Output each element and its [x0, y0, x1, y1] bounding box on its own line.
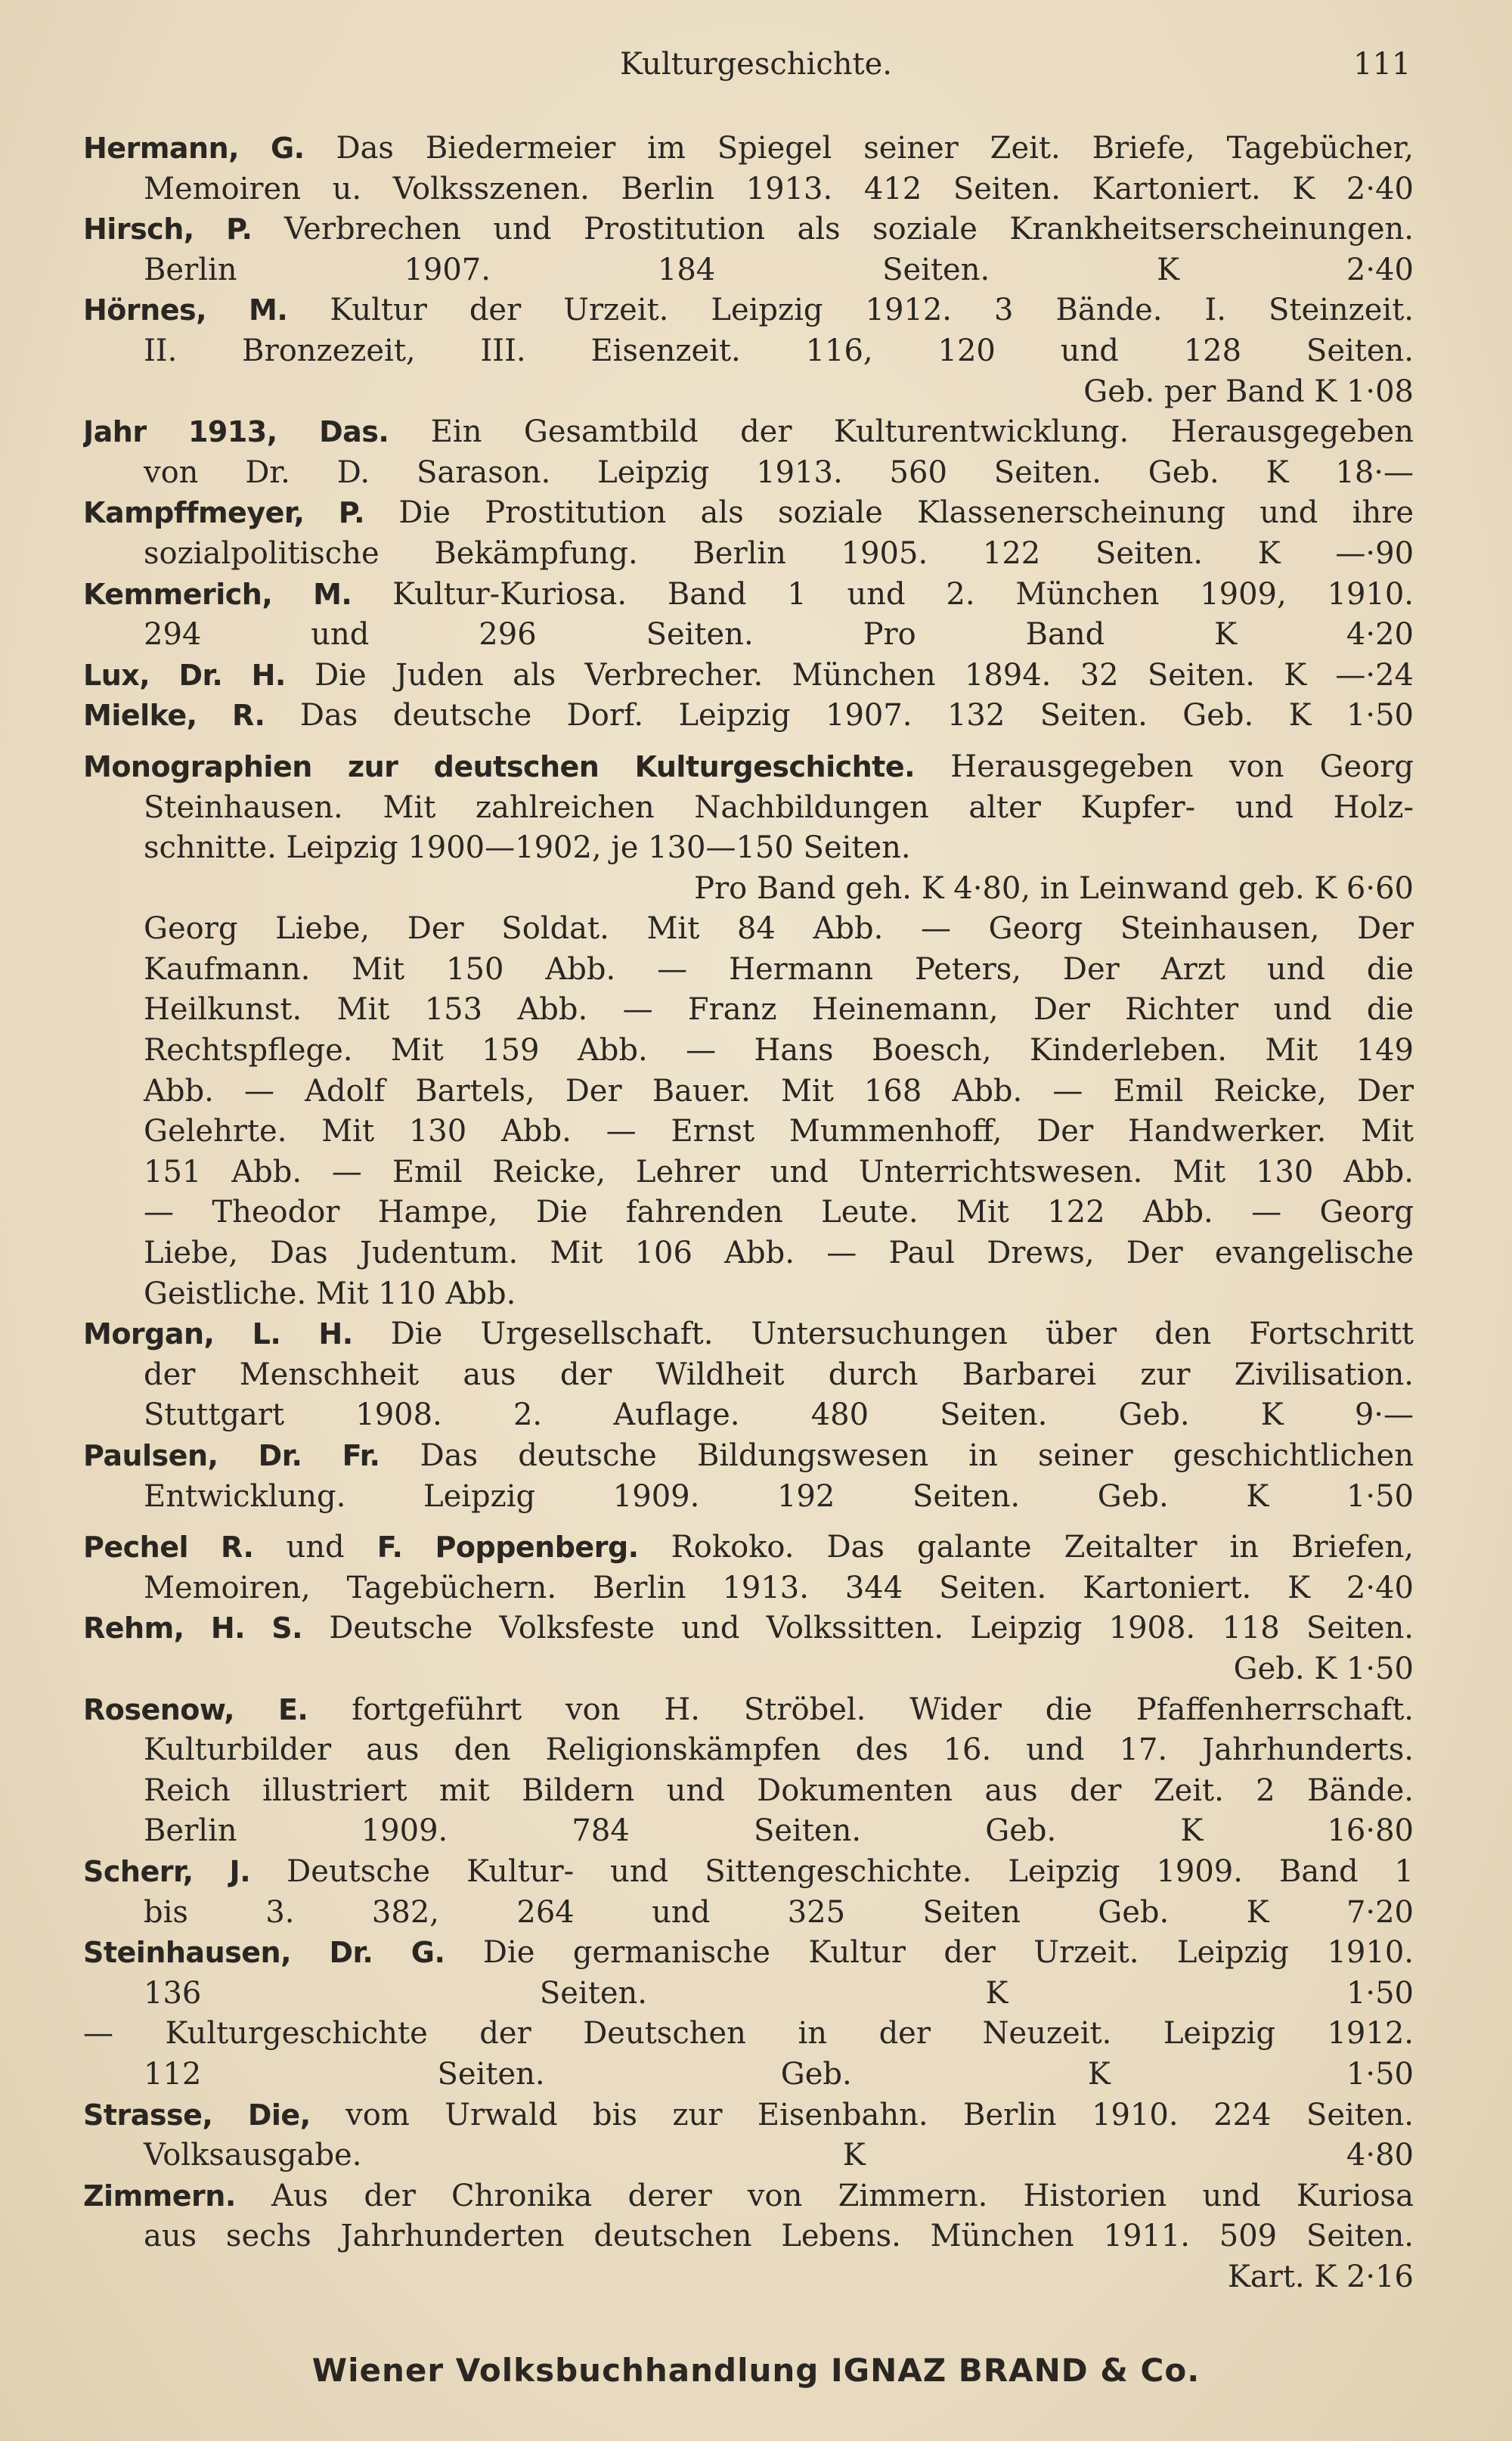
entry-price: Geb. per Band K 1·08	[1083, 374, 1414, 409]
entry-author: Lux, Dr. H.	[83, 658, 286, 692]
entry-kemmerich	[83, 575, 1414, 656]
entry-price: K 2·40	[1157, 252, 1414, 287]
entry-text: von Dr. D. Sarason. Leipzig 1913. 560 Seiten.	[144, 454, 1101, 490]
entry-author: Steinhausen, Dr. G.	[83, 1936, 445, 1970]
entry-pechel-poppenberg	[83, 1528, 1414, 1608]
entry-line: Memoiren, Tagebüchern. Berlin 1913. 344 Seiten. Kartoniert. K 2·40	[144, 1570, 1414, 1605]
entry-text: Entwicklung. Leipzig 1909. 192 Seiten.	[144, 1478, 1021, 1514]
running-head	[0, 47, 1512, 92]
bibliography-list	[83, 129, 1414, 2297]
entry-line	[83, 1314, 1414, 1355]
entry-rosenow	[83, 1690, 1414, 1852]
entry-text: und	[286, 1530, 345, 1565]
entry-morgan	[83, 1314, 1414, 1436]
entry-author: Mielke, R.	[83, 699, 265, 733]
entry-price: Pro Band K 4·20	[863, 617, 1414, 653]
entry-line	[83, 2176, 1414, 2217]
entry-price: K 1·50	[985, 1975, 1414, 2011]
entry-zimmern	[83, 2176, 1414, 2298]
entry-author: Monographien zur deutschen Kulturgeschichte.	[83, 749, 916, 783]
entry-line	[83, 129, 1414, 169]
entry-text: Herausgegeben von Georg	[950, 749, 1414, 784]
entry-text: Rokoko. Das galante Zeitalter in Briefen,	[671, 1530, 1414, 1565]
entry-line	[83, 2055, 1414, 2095]
entry-line: schnitte. Leipzig 1900—1902, je 130—150 Seiten.	[144, 830, 911, 866]
volume-line: Gelehrte. Mit 130 Abb. — Ernst Mummenhoff, Der Handwerker. Mit	[144, 1114, 1414, 1149]
entry-line	[83, 1395, 1414, 1436]
entry-text: Die Juden als Verbrecher. München 1894. 32 Seiten. K —·24	[314, 657, 1414, 693]
volume-line: Heilkunst. Mit 153 Abb. — Franz Heinemann, Der Richter und die	[144, 992, 1414, 1028]
entry-text: Volksausgabe.	[144, 2138, 362, 2173]
entry-text: Aus der Chronika derer von Zimmern. Historien und Kuriosa	[271, 2178, 1414, 2213]
entry-line	[83, 1893, 1414, 1934]
entry-text: Deutsche Kultur- und Sittengeschichte. Leipzig 1909. Band 1	[287, 1853, 1414, 1889]
entry-author: Rosenow, E.	[83, 1692, 308, 1726]
entry-author: Pechel R.	[83, 1531, 254, 1565]
entry-line: aus sechs Jahrhunderten deutschen Lebens. München 1911. 509 Seiten.	[144, 2219, 1414, 2254]
entry-monographien	[83, 747, 1414, 1314]
entry-line	[83, 1690, 1414, 1731]
entry-author: Hörnes, M.	[83, 293, 288, 327]
entry-scherr	[83, 1852, 1414, 1933]
entry-text: Das deutsche Dorf. Leipzig 1907. 132 Seiten.	[299, 698, 1148, 734]
entry-price: Geb. K 1·50	[780, 2056, 1414, 2092]
entry-line	[83, 696, 1414, 737]
entry-line	[83, 1974, 1414, 2015]
entry-text: Die Urgesellschaft. Untersuchungen über den Fortschritt	[390, 1317, 1414, 1352]
entry-author: Kampffmeyer, P.	[83, 496, 365, 530]
entry-price: Geb. K 1·50	[1182, 698, 1414, 734]
entry-line: — Kulturgeschichte der Deutschen in der Neuzeit. Leipzig 1912.	[83, 2016, 1414, 2052]
entry-text: Berlin 1907. 184 Seiten.	[144, 252, 990, 287]
entry-rehm	[83, 1608, 1414, 1689]
entry-price: Geb. K 1·50	[1233, 1651, 1414, 1686]
entry-line	[83, 1436, 1414, 1477]
entry-price: K 4·80	[842, 2138, 1414, 2173]
entry-text: vom Urwald bis zur Eisenbahn. Berlin 1910. 224 Seiten.	[345, 2097, 1414, 2132]
entry-text: Berlin 1909. 784 Seiten.	[144, 1813, 862, 1849]
entry-price: Geb. K 9·—	[1118, 1397, 1414, 1433]
entry-line	[83, 1477, 1414, 1518]
volume-line: Liebe, Das Judentum. Mit 106 Abb. — Paul Drews, Der evangelische	[144, 1236, 1414, 1271]
entry-line	[83, 290, 1414, 331]
volume-line: Kaufmann. Mit 150 Abb. — Hermann Peters, Der Arzt und die	[144, 951, 1414, 987]
entry-lux	[83, 656, 1414, 696]
entry-author: Strasse, Die,	[83, 2098, 311, 2132]
entry-line	[83, 747, 1414, 788]
entry-line	[83, 1811, 1414, 1852]
entry-price: Pro Band geh. K 4·80, in Leinwand geb. K 6·60	[694, 870, 1414, 906]
entry-price: Kart. K 2·16	[1227, 2259, 1414, 2294]
volume-line: Georg Liebe, Der Soldat. Mit 84 Abb. — Georg Steinhausen, Der	[144, 911, 1414, 947]
entry-text: sozialpolitische Bekämpfung. Berlin 1905. 122 Seiten.	[144, 535, 1204, 571]
entry-author: Kemmerich, M.	[83, 577, 352, 611]
entry-line	[83, 412, 1414, 453]
entry-text: Verbrechen und Prostitution als soziale Krankheitserscheinungen.	[284, 212, 1414, 247]
entry-author: Morgan, L. H.	[83, 1317, 353, 1351]
entry-line: II. Bronzezeit, III. Eisenzeit. 116, 120 und 128 Seiten.	[144, 333, 1414, 368]
publisher-imprint: Wiener Volksbuchhandlung IGNAZ BRAND & Co.	[311, 2352, 1201, 2389]
entry-steinhausen-neuzeit	[83, 2014, 1414, 2095]
entry-line	[83, 2135, 1414, 2176]
entry-price: K —·90	[1257, 535, 1414, 571]
volume-line: Geistliche. Mit 110 Abb.	[144, 1276, 516, 1311]
entry-line	[83, 1933, 1414, 1974]
entry-text: Das deutsche Bildungswesen in seiner geschichtlichen	[420, 1438, 1414, 1473]
entry-line: Reich illustriert mit Bildern und Dokumenten aus der Zeit. 2 Bände.	[144, 1773, 1414, 1808]
entry-text: Das Biedermeier im Spiegel seiner Zeit. Briefe, Tagebücher,	[336, 131, 1414, 166]
entry-text: Deutsche Volksfeste und Volkssitten. Leipzig 1908. 118 Seiten.	[329, 1611, 1414, 1646]
entry-line	[83, 615, 1414, 656]
volume-line: Rechtspflege. Mit 159 Abb. — Hans Boesch, Kinderleben. Mit 149	[144, 1033, 1414, 1069]
volume-line: 151 Abb. — Emil Reicke, Lehrer und Unterrichtswesen. Mit 130 Abb.	[144, 1154, 1414, 1189]
entry-text: Stuttgart 1908. 2. Auflage. 480 Seiten.	[144, 1397, 1048, 1433]
entry-line	[83, 1852, 1414, 1893]
entry-line	[83, 209, 1414, 250]
entry-line: der Menschheit aus der Wildheit durch Barbarei zur Zivilisation.	[144, 1357, 1414, 1392]
entry-price: Geb. K 16·80	[985, 1813, 1414, 1849]
entry-text: fortgeführt von H. Ströbel. Wider die Pfaffenherrschaft.	[352, 1692, 1414, 1727]
entry-text: Kultur der Urzeit. Leipzig 1912. 3 Bände. I. Steinzeit.	[330, 293, 1414, 328]
entry-line: Memoiren u. Volksszenen. Berlin 1913. 412 Seiten. Kartoniert. K 2·40	[144, 171, 1414, 206]
entry-author: Hirsch, P.	[83, 212, 253, 247]
entry-steinhausen	[83, 1933, 1414, 2014]
entry-hoernes	[83, 290, 1414, 412]
entry-line	[83, 575, 1414, 616]
entry-line: Kulturbilder aus den Religionskämpfen des 16. und 17. Jahrhunderts.	[144, 1732, 1414, 1768]
entry-author: Paulsen, Dr. Fr.	[83, 1439, 380, 1472]
entry-line	[83, 1608, 1414, 1649]
entry-line	[83, 1528, 1414, 1568]
entry-author: Zimmern.	[83, 2179, 236, 2213]
entry-text: Ein Gesamtbild der Kulturentwicklung. Herausgegeben	[430, 414, 1414, 450]
volume-line: Abb. — Adolf Bartels, Der Bauer. Mit 168 Abb. — Emil Reicke, Der	[144, 1073, 1414, 1109]
entry-text: Die Prostitution als soziale Klassenerscheinung und ihre	[398, 495, 1414, 531]
entry-author: Hermann, G.	[83, 132, 305, 165]
running-title: Kulturgeschichte.	[620, 47, 892, 82]
entry-author: Jahr 1913, Das.	[83, 415, 389, 449]
entry-line	[83, 493, 1414, 534]
entry-text: 294 und 296 Seiten.	[144, 617, 754, 653]
page-number: 111	[1353, 47, 1411, 82]
entry-text: Die germanische Kultur der Urzeit. Leipzig 1910.	[482, 1935, 1414, 1971]
entry-paulsen	[83, 1436, 1414, 1517]
entry-mielke	[83, 696, 1414, 737]
entry-gap	[83, 737, 1414, 747]
entry-price: Geb. K 1·50	[1097, 1478, 1414, 1514]
entry-line	[83, 2095, 1414, 2136]
entry-author: F. Poppenberg.	[376, 1531, 639, 1565]
entry-text: 136 Seiten.	[144, 1975, 647, 2011]
entry-author: Rehm, H. S.	[83, 1611, 303, 1645]
entry-gap	[83, 1517, 1414, 1528]
entry-line	[83, 453, 1414, 494]
entry-line	[83, 656, 1414, 696]
entry-text: bis 3. 382, 264 und 325 Seiten	[144, 1894, 1021, 1930]
entry-line	[83, 250, 1414, 291]
entry-text: 112 Seiten.	[144, 2056, 545, 2092]
entry-price: Geb. K 7·20	[1098, 1894, 1414, 1930]
entry-line	[83, 534, 1414, 575]
entry-hirsch	[83, 209, 1414, 290]
entry-hermann	[83, 129, 1414, 209]
entry-strasse	[83, 2095, 1414, 2176]
volume-line: — Theodor Hampe, Die fahrenden Leute. Mit 122 Abb. — Georg	[144, 1195, 1414, 1230]
entry-text: Kultur-Kuriosa. Band 1 und 2. München 1909, 1910.	[392, 576, 1414, 612]
entry-author: Scherr, J.	[83, 1854, 251, 1888]
entry-price: Geb. K 18·—	[1148, 454, 1414, 490]
entry-kampffmeyer	[83, 493, 1414, 574]
entry-jahr-1913	[83, 412, 1414, 493]
entry-line: Steinhausen. Mit zahlreichen Nachbildungen alter Kupfer- und Holz-	[144, 789, 1414, 825]
